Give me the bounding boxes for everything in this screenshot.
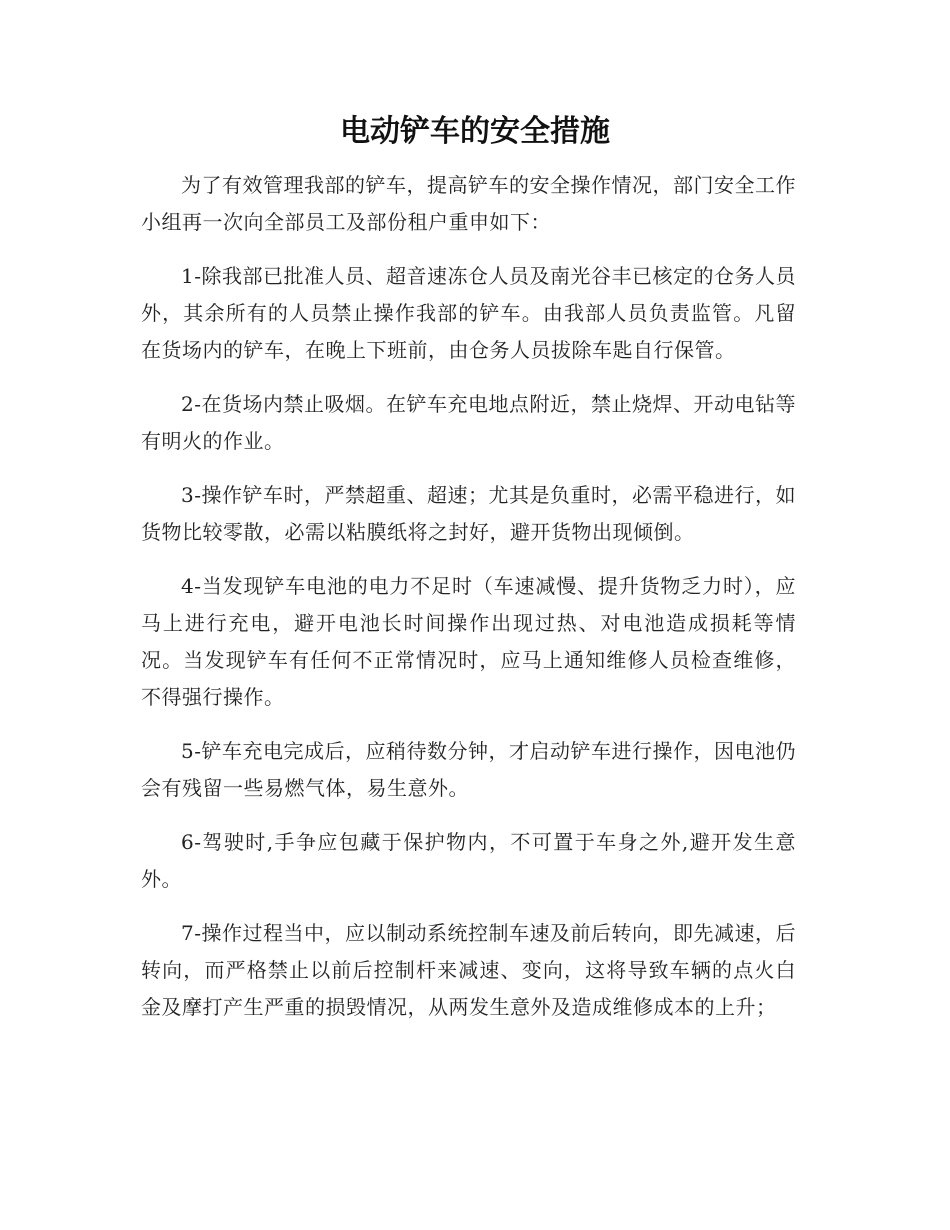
paragraph-rule-1: 1-除我部已批准人员、超音速冻仓人员及南光谷丰已核定的仓务人员外，其余所有的人员禁止操作我部的铲车。由我部人员负责监管。凡留在货场内的铲车，在晚上下班前，由仓务人员拔除车匙自行保管。 [141, 264, 796, 362]
paragraph-rule-3: 3-操作铲车时，严禁超重、超速；尤其是负重时，必需平稳进行，如货物比较零散，必需以粘膜纸将之封好，避开货物出现倾倒。 [141, 483, 796, 544]
paragraph-rule-6: 6-驾驶时,手争应包藏于保护物内，不可置于车身之外,避开发生意外。 [141, 830, 796, 891]
page-title: 电动铲车的安全措施 [340, 114, 610, 149]
paragraph-intro: 为了有效管理我部的铲车，提高铲车的安全操作情况，部门安全工作小组再一次向全部员工及部份租户重申如下： [141, 173, 796, 234]
document-body [141, 167, 796, 1043]
paragraph-rule-7: 7-操作过程当中，应以制动系统控制车速及前后转向，即先减速，后转向，而严格禁止以前后控制杆来减速、变向，这将导致车辆的点火白金及摩打产生严重的损毁情况，从两发生意外及造成维修成本的上升； [141, 921, 796, 1019]
paragraph-rule-2: 2-在货场内禁止吸烟。在铲车充电地点附近，禁止烧焊、开动电钻等有明火的作业。 [141, 392, 796, 453]
paragraph-rule-4: 4-当发现铲车电池的电力不足时（车速减慢、提升货物乏力时），应马上进行充电，避开电池长时间操作出现过热、对电池造成损耗等情况。当发现铲车有任何不正常情况时，应马上通知维修人员检查维修，不得强行操作。 [141, 574, 796, 709]
paragraph-rule-5: 5-铲车充电完成后，应稍待数分钟，才启动铲车进行操作，因电池仍会有残留一些易燃气体，易生意外。 [141, 739, 796, 800]
